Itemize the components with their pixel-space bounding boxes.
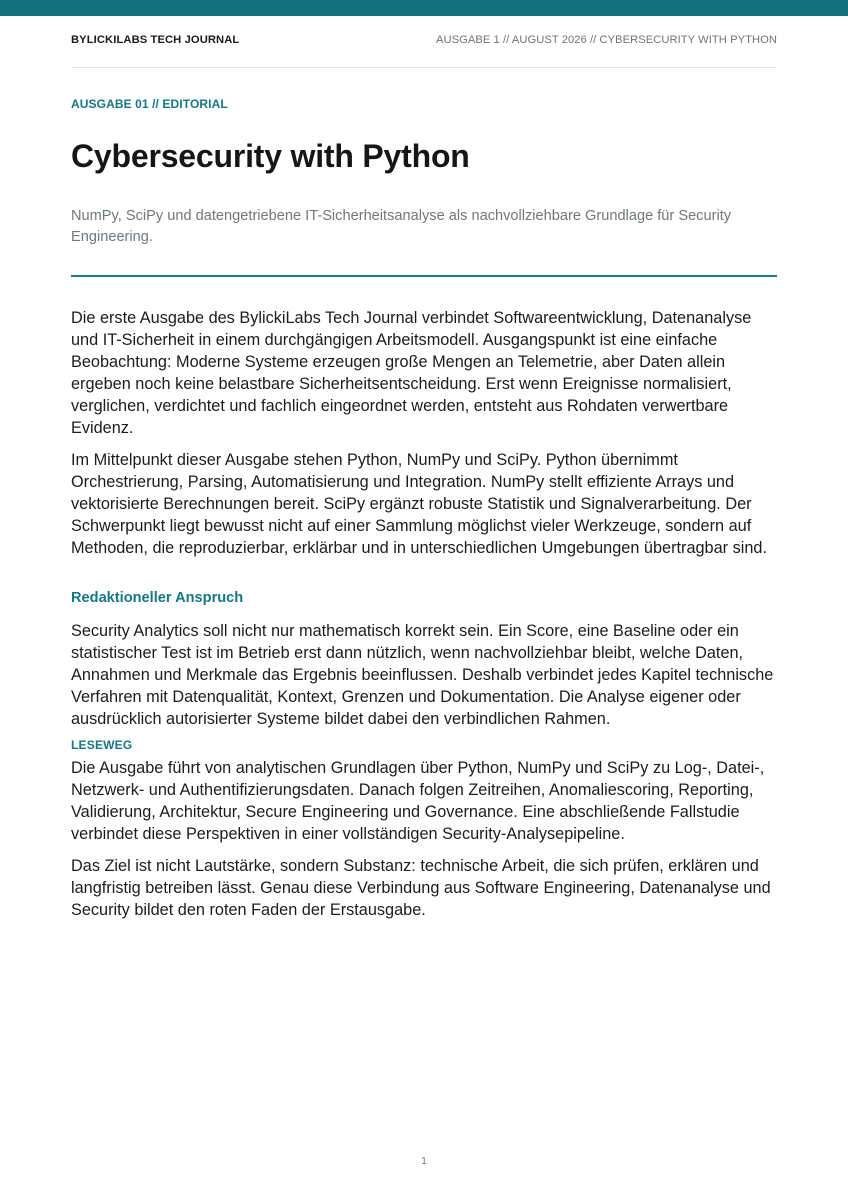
- article-subtitle: NumPy, SciPy und datengetriebene IT-Sicherheitsanalyse als nachvollziehbare Grundlage für Security Engineering.: [71, 208, 732, 245]
- paragraph-editorial-claim: Security Analytics soll nicht nur mathematisch korrekt sein. Ein Score, eine Baseline oder ein statistischer Test ist im Betrieb erst dann nützlich, wenn nachvollziehbar bleibt, welche Daten, Annahmen und Merkmale das Ergebnis beeinflussen. Deshalb verbindet jedes Kapitel technische Verfahren mit Datenqualität, Kontext, Grenzen und Dokumentation. Die Analyse eigener oder ausdrücklich autorisierter Systeme bildet dabei den verbindlichen Rahmen.: [71, 622, 774, 728]
- journal-name: BYLICKILABS TECH JOURNAL: [71, 34, 240, 46]
- paragraph-focus: Im Mittelpunkt dieser Ausgabe stehen Python, NumPy und SciPy. Python übernimmt Orchestrierung, Parsing, Automatisierung und Integration. NumPy stellt effiziente Arrays und vektorisierte Berechnungen bereit. SciPy ergänzt robuste Statistik und Signalverarbeitung. Der Schwerpunkt liegt bewusst nicht auf einer Sammlung möglichst vieler Werkzeuge, sondern auf Methoden, die reproduzierbar, erklärbar und in unterschiedlichen Umgebungen übertragbar sind.: [71, 451, 767, 557]
- article-title: Cybersecurity with Python: [71, 138, 470, 174]
- article-kicker: AUSGABE 01 // EDITORIAL: [71, 97, 228, 111]
- running-header: [71, 34, 777, 48]
- section-heading-reading-path: LESEWEG: [71, 738, 133, 752]
- page-number: 1: [421, 1155, 427, 1167]
- top-accent-bar: [0, 0, 848, 16]
- paragraph-intro: Die erste Ausgabe des BylickiLabs Tech Journal verbindet Softwareentwicklung, Datenanalyse und IT-Sicherheit in einem durchgängigen Arbeitsmodell. Ausgangspunkt ist eine einfache Beobachtung: Moderne Systeme erzeugen große Mengen an Telemetrie, aber Daten allein ergeben noch keine belastbare Sicherheitsentscheidung. Erst wenn Ereignisse normalisiert, verglichen, verdichtet und fachlich eingeordnet werden, entsteht aus Rohdaten verwertbare Evidenz.: [71, 309, 752, 437]
- header-divider: [71, 67, 777, 68]
- title-divider: [71, 275, 777, 277]
- section-heading-editorial-claim: Redaktioneller Anspruch: [71, 590, 244, 606]
- paragraph-reading-path: Die Ausgabe führt von analytischen Grundlagen über Python, NumPy und SciPy zu Log-, Datei-, Netzwerk- und Authentifizierungsdaten. Danach folgen Zeitreihen, Anomaliescoring, Reporting, Validierung, Architektur, Secure Engineering und Governance. Eine abschließende Fallstudie verbindet diese Perspektiven in einer vollständigen Security-Analysepipeline.: [71, 759, 765, 843]
- paragraph-conclusion: Das Ziel ist nicht Lautstärke, sondern Substanz: technische Arbeit, die sich prüfen, erklären und langfristig betreiben lässt. Genau diese Verbindung aus Software Engineering, Datenanalyse und Security bildet den roten Faden der Erstausgabe.: [71, 857, 771, 919]
- issue-meta: AUSGABE 1 // AUGUST 2026 // CYBERSECURITY WITH PYTHON: [435, 34, 777, 46]
